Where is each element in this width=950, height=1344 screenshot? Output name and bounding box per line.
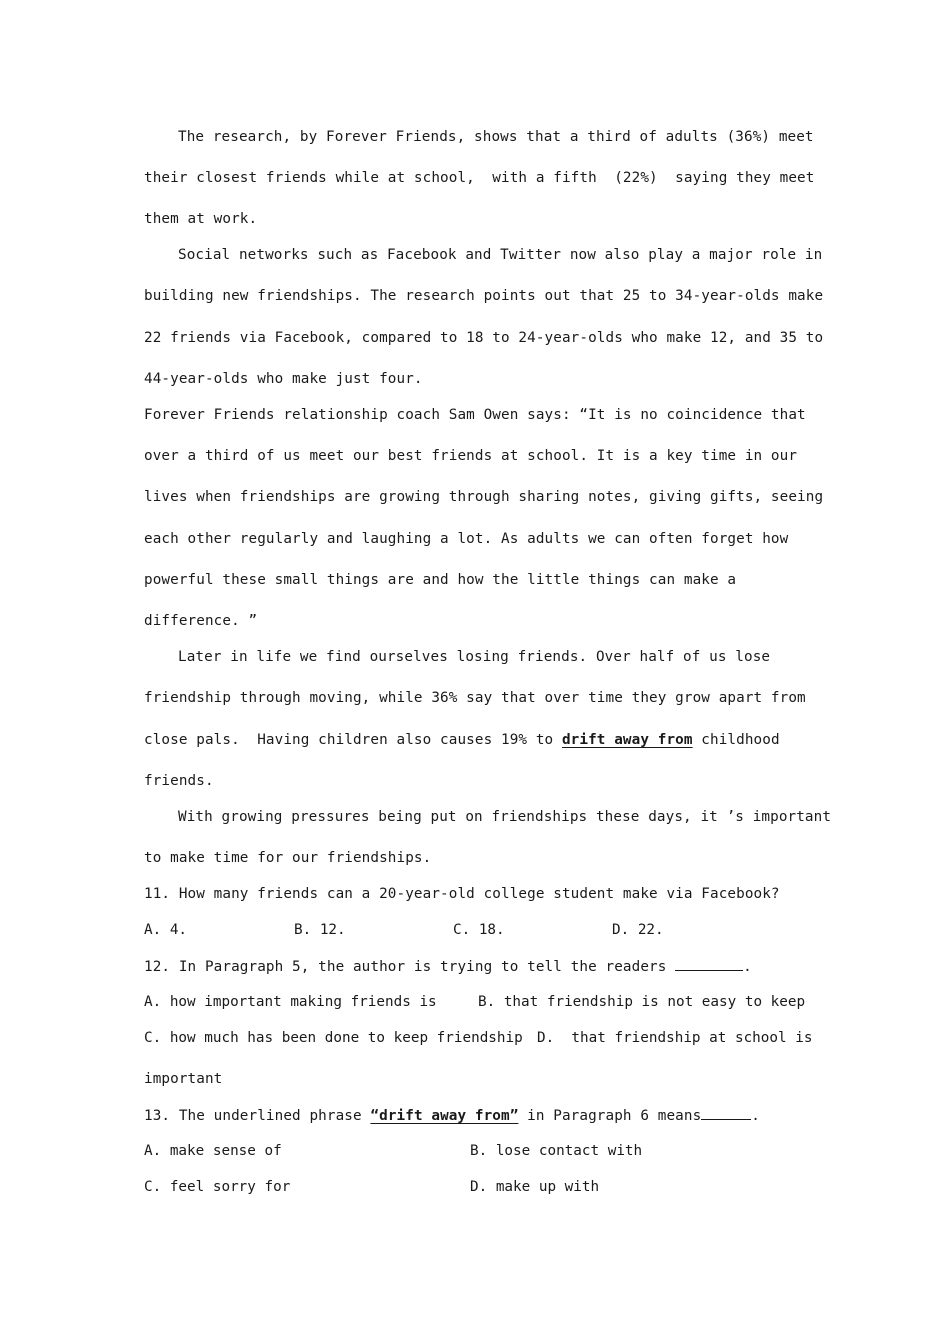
answer-blank <box>701 1105 751 1120</box>
q13-option-d[interactable]: D. make up with <box>470 1179 600 1195</box>
paragraph-line: their closest friends while at school, with a fifth (22%) saying they meet <box>144 170 815 186</box>
q12-option-a[interactable]: A. how important making friends is <box>144 994 437 1010</box>
question-11-stem: 11. How many friends can a 20-year-old college student make via Facebook? <box>144 886 780 902</box>
q13-option-a[interactable]: A. make sense of <box>144 1143 282 1159</box>
q12-option-b[interactable]: B. that friendship is not easy to keep <box>478 994 806 1010</box>
text-span: close pals. Having children also causes 19% to <box>144 732 562 748</box>
paragraph-line: to make time for our friendships. <box>144 850 432 866</box>
q12-option-d[interactable]: D. that friendship at school is <box>537 1030 813 1046</box>
paragraph-line: Later in life we find ourselves losing friends. Over half of us lose <box>178 649 771 665</box>
paragraph-line: difference. ” <box>144 613 258 629</box>
paragraph-line: Social networks such as Facebook and Twitter now also play a major role in <box>178 247 823 263</box>
paragraph-line: The research, by Forever Friends, shows that a third of adults (36%) meet <box>178 129 814 145</box>
paragraph-line: each other regularly and laughing a lot. As adults we can often forget how <box>144 531 789 547</box>
q11-option-a[interactable]: A. 4. <box>144 922 188 938</box>
paragraph-line: building new friendships. The research points out that 25 to 34-year-olds make <box>144 288 824 304</box>
q13-option-c[interactable]: C. feel sorry for <box>144 1179 291 1195</box>
paragraph-line <box>144 730 780 750</box>
underlined-phrase: “drift away from” <box>370 1108 519 1124</box>
underlined-phrase: drift away from <box>561 732 693 748</box>
paragraph-line: powerful these small things are and how the little things can make a <box>144 572 737 588</box>
text-span: . <box>743 959 752 975</box>
text-span: . <box>751 1108 761 1124</box>
paragraph-line: lives when friendships are growing through sharing notes, giving gifts, seeing <box>144 489 824 505</box>
paragraph-line: friends. <box>144 773 214 789</box>
answer-blank <box>675 956 743 971</box>
paragraph-line: 22 friends via Facebook, compared to 18 to 24-year-olds who make 12, and 35 to <box>144 330 824 346</box>
text-span: 13. The underlined phrase <box>144 1108 371 1124</box>
paragraph-line: 44-year-olds who make just four. <box>144 371 423 387</box>
paragraph-line: With growing pressures being put on friendships these days, it ’s important <box>178 809 832 825</box>
question-13-stem <box>144 1105 760 1126</box>
q11-option-c[interactable]: C. 18. <box>453 922 505 938</box>
q11-option-d[interactable]: D. 22. <box>612 922 664 938</box>
paragraph-line: them at work. <box>144 211 258 227</box>
q11-option-b[interactable]: B. 12. <box>294 922 346 938</box>
q13-option-b[interactable]: B. lose contact with <box>470 1143 643 1159</box>
paragraph-line: over a third of us meet our best friends at school. It is a key time in our <box>144 448 798 464</box>
text-span: in Paragraph 6 means <box>518 1108 702 1124</box>
question-12-stem <box>144 956 752 977</box>
paragraph-line: friendship through moving, while 36% say that over time they grow apart from <box>144 690 806 706</box>
text-span: 12. In Paragraph 5, the author is trying to tell the readers <box>144 959 667 975</box>
q12-option-c[interactable]: C. how much has been done to keep friendship <box>144 1030 523 1046</box>
text-span: childhood <box>692 732 780 748</box>
paragraph-line: Forever Friends relationship coach Sam Owen says: “It is no coincidence that <box>144 407 806 423</box>
q12-option-d-continued: important <box>144 1071 223 1087</box>
